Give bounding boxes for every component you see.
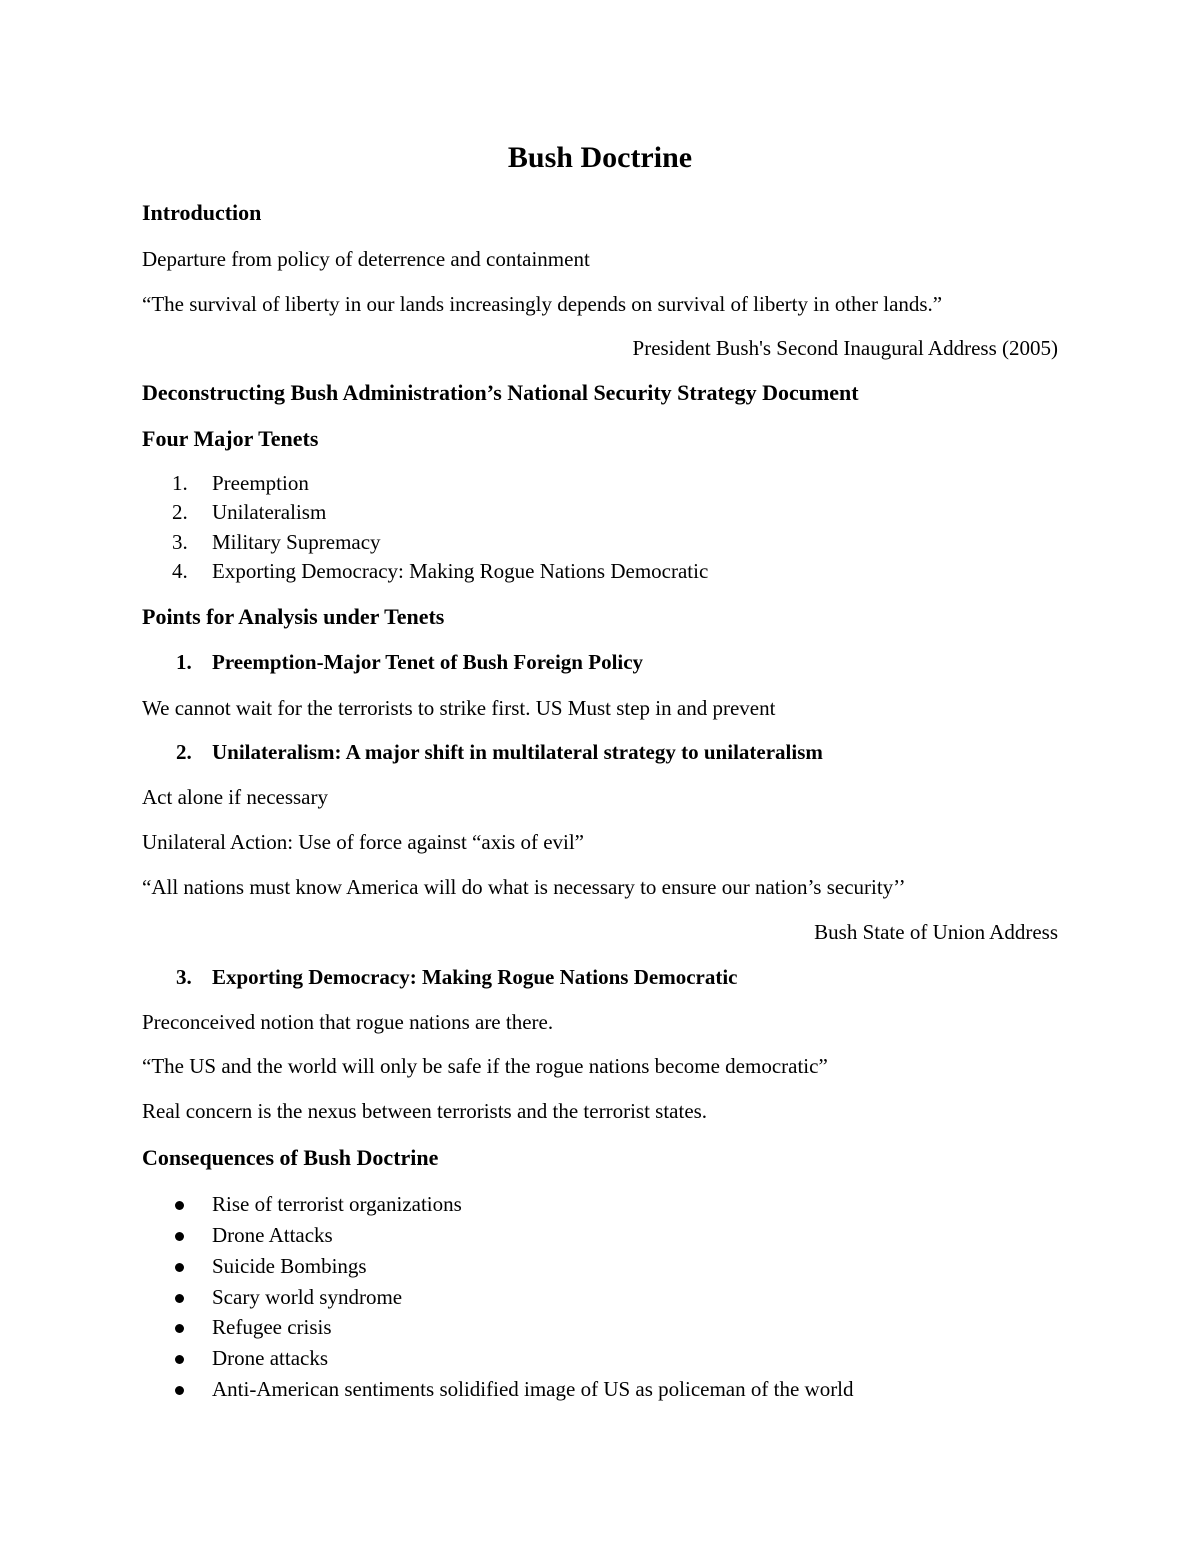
analysis-heading: Points for Analysis under Tenets — [142, 604, 445, 629]
intro-attribution: President Bush's Second Inaugural Address (2005) — [632, 336, 1058, 360]
bullet-icon — [175, 1263, 184, 1272]
point-body: We cannot wait for the terrorists to strike first. US Must step in and prevent — [142, 696, 776, 720]
point-number: 1. — [176, 650, 192, 674]
tenet-item: Military Supremacy — [212, 530, 381, 554]
point-number: 3. — [176, 965, 192, 989]
point-title: Preemption-Major Tenet of Bush Foreign Policy — [212, 650, 644, 674]
tenet-item: Unilateralism — [212, 500, 327, 524]
four-tenets-subheading: Four Major Tenets — [142, 426, 319, 451]
consequence-item: Anti-American sentiments solidified image of US as policeman of the world — [212, 1377, 854, 1401]
point-quote: “The US and the world will only be safe if the rogue nations become democratic” — [142, 1054, 828, 1078]
introduction-heading: Introduction — [142, 200, 262, 225]
tenet-item: Exporting Democracy: Making Rogue Nations Democratic — [212, 559, 709, 583]
consequence-item: Refugee crisis — [212, 1315, 332, 1339]
consequence-item: Suicide Bombings — [212, 1254, 367, 1278]
point-number: 2. — [176, 740, 192, 764]
point-attribution: Bush State of Union Address — [814, 920, 1058, 944]
tenet-number: 3. — [172, 530, 188, 554]
bullet-icon — [175, 1324, 184, 1333]
point-quote: “All nations must know America will do what is necessary to ensure our nation’s security’’ — [142, 875, 906, 899]
bullet-icon — [175, 1355, 184, 1364]
page-title: Bush Doctrine — [507, 141, 693, 174]
deconstructing-heading: Deconstructing Bush Administration’s National Security Strategy Document — [142, 380, 859, 405]
tenet-number: 4. — [172, 559, 188, 583]
bullet-icon — [175, 1386, 184, 1395]
tenet-item: Preemption — [212, 471, 309, 495]
bullet-icon — [175, 1232, 184, 1241]
point-body: Act alone if necessary — [142, 785, 328, 809]
bullet-icon — [175, 1201, 184, 1210]
tenet-number: 1. — [172, 471, 188, 495]
point-body: Real concern is the nexus between terrorists and the terrorist states. — [142, 1099, 708, 1123]
bullet-icon — [175, 1294, 184, 1303]
consequence-item: Rise of terrorist organizations — [212, 1192, 462, 1216]
consequence-item: Scary world syndrome — [212, 1285, 403, 1309]
point-body: Unilateral Action: Use of force against “axis of evil” — [142, 830, 585, 854]
consequences-heading: Consequences of Bush Doctrine — [142, 1145, 439, 1170]
intro-line: Departure from policy of deterrence and containment — [142, 247, 590, 271]
intro-quote: “The survival of liberty in our lands increasingly depends on survival of liberty in other lands.” — [142, 292, 943, 316]
tenet-number: 2. — [172, 500, 188, 524]
consequence-item: Drone Attacks — [212, 1223, 333, 1247]
point-title: Exporting Democracy: Making Rogue Nations Democratic — [212, 965, 738, 989]
point-body: Preconceived notion that rogue nations are there. — [142, 1010, 554, 1034]
point-title: Unilateralism: A major shift in multilateral strategy to unilateralism — [212, 740, 823, 764]
consequence-item: Drone attacks — [212, 1346, 329, 1370]
